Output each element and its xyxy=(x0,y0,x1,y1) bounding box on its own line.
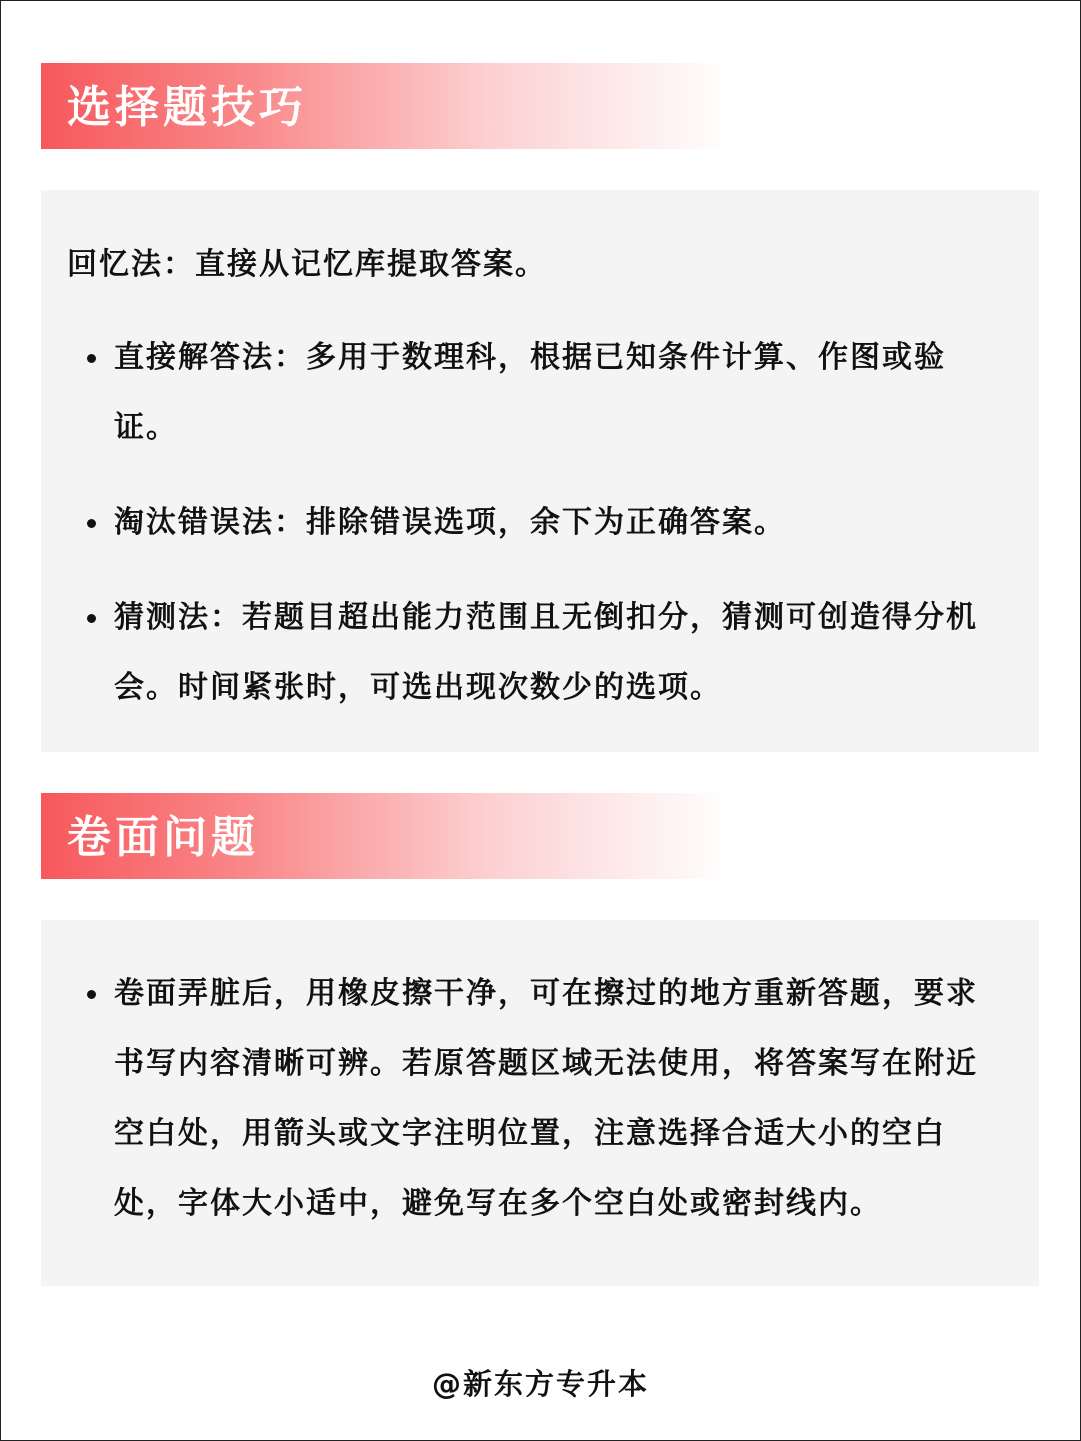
intro-text: 回忆法：直接从记忆库提取答案。 xyxy=(67,247,547,282)
content-card-choice-tips xyxy=(41,190,1039,752)
bullet-icon xyxy=(87,354,96,363)
bullet-icon xyxy=(87,519,96,528)
section-header-choice-tips xyxy=(41,63,731,149)
bullet-icon xyxy=(87,614,96,623)
list-item: 卷面弄脏后，用橡皮擦干净，可在擦过的地方重新答题，要求书写内容清晰可辨。若原答题区域无法使用，将答案写在附近空白处，用箭头或文字注明位置，注意选择合适大小的空白处，字体大小适中，避免写在多个空白处或密封线内。 xyxy=(114,976,978,1221)
section-header-paper-issues xyxy=(41,793,731,879)
list-item: 猜测法：若题目超出能力范围且无倒扣分，猜测可创造得分机会。时间紧张时，可选出现次数少的选项。 xyxy=(114,600,978,705)
content-card-paper-issues xyxy=(41,920,1039,1286)
section-title: 选择题技巧 xyxy=(67,82,307,133)
footer-watermark: @新东方专升本 xyxy=(431,1367,649,1401)
list-item: 直接解答法：多用于数理科，根据已知条件计算、作图或验证。 xyxy=(114,340,946,445)
section-title: 卷面问题 xyxy=(67,812,259,863)
bullet-icon xyxy=(87,990,96,999)
list-item: 淘汰错误法：排除错误选项，余下为正确答案。 xyxy=(114,505,786,540)
